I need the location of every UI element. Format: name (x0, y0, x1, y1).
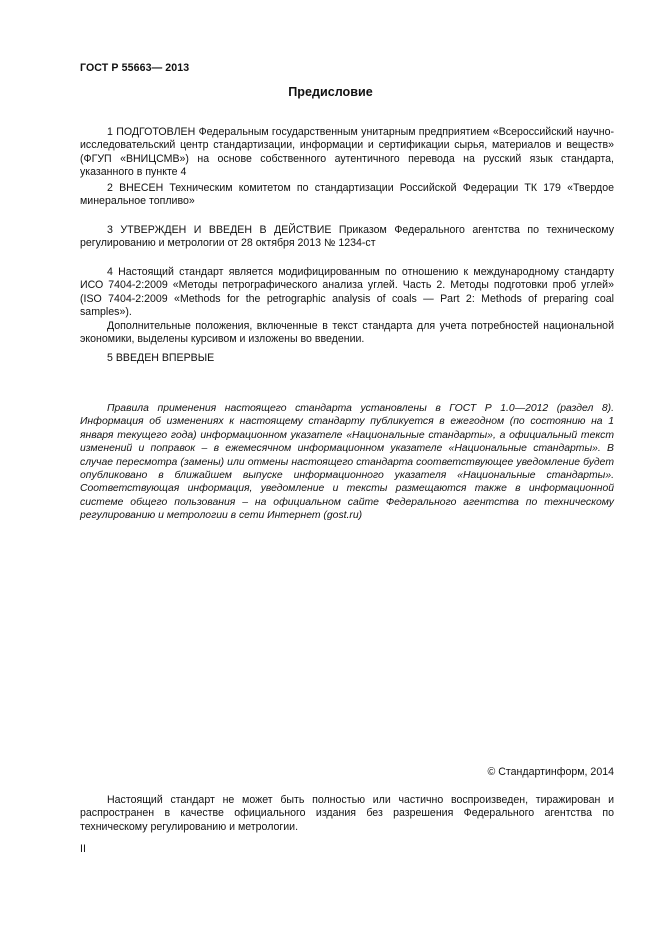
reproduction-notice: Настоящий стандарт не может быть полностью или частично воспроизведен, тиражирован и распространен в качестве официального издания без разрешения Федерального агентства по техническому регулированию и метрологии. (80, 794, 614, 833)
paragraph-first-introduced: 5 ВВЕДЕН ВПЕРВЫЕ (107, 352, 215, 364)
paragraph-additional: Дополнительные положения, включенные в текст стандарта для учета потребностей национальной экономики, выделены курсивом и изложены во введении. (80, 320, 614, 346)
paragraph-prepared: 1 ПОДГОТОВЛЕН Федеральным государственным унитарным предприятием «Всероссийский научно-исследовательский центр стандартизации, информации и сертификации сырья, материалов и веществ» (ФГУП «ВНИЦСМВ») на основе собственного аутентичного перевода на русский язык стандарта, указанного в пункте 4 (80, 126, 614, 179)
paragraph-submitted: 2 ВНЕСЕН Техническим комитетом по стандартизации Российской Федерации ТК 179 «Твердое минеральное топливо» (80, 182, 614, 208)
application-notice: Правила применения настоящего стандарта установлены в ГОСТ Р 1.0—2012 (раздел 8). Информация об изменениях к настоящему стандарту публикуется в ежегодном (по состоянию на 1 января текущего года) информационном указателе «Национальные стандарты», а официальный текст изменений и поправок – в ежемесячном информационном указателе «Национальные стандарты». В случае пересмотра (замены) или отмены настоящего стандарта соответствующее уведомление будет опубликовано в ближайшем выпуске информационного указателя «Национальные стандарты». Соответствующая информация, уведомление и тексты размещаются также в информационной системе общего пользования – на официальном сайте Федерального агентства по техническому регулированию и метрологии в сети Интернет (gost.ru) (80, 403, 614, 522)
page-number: II (80, 843, 86, 855)
page-title: Предисловие (288, 85, 373, 99)
copyright-notice: © Стандартинформ, 2014 (487, 766, 614, 778)
paragraph-approved: 3 УТВЕРЖДЕН И ВВЕДЕН В ДЕЙСТВИЕ Приказом Федерального агентства по техническому регулированию и метрологии от 28 октября 2013 № 1234-ст (80, 224, 614, 250)
standard-code: ГОСТ Р 55663— 2013 (80, 62, 190, 74)
paragraph-modified: 4 Настоящий стандарт является модифицированным по отношению к международному стандарту ИСО 7404-2:2009 «Методы петрографического анализа углей. Часть 2. Методы подготовки проб углей» (ISO 7404-2:2009 «Methods for the petrographic analysis of coals — Part 2: Methods of preparing coal samples»). (80, 266, 614, 319)
